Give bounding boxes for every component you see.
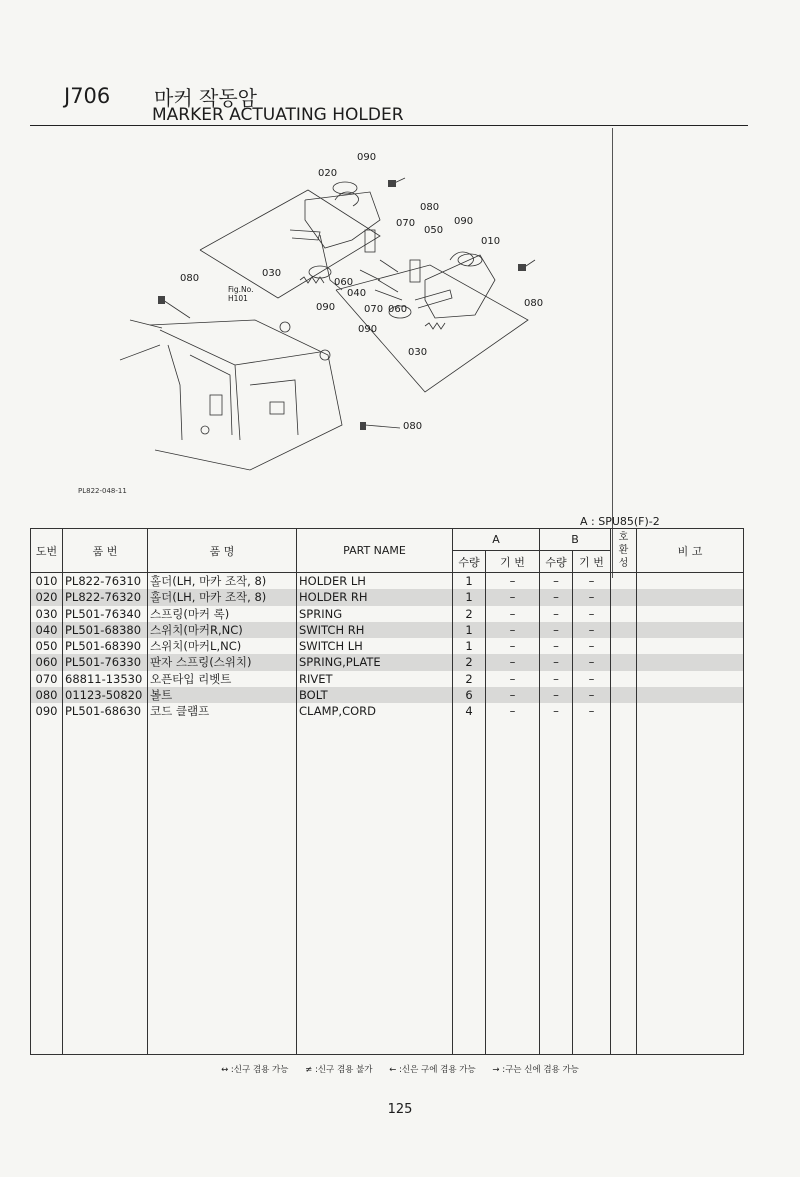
model-label: A : SPU85(F)-2: [580, 515, 660, 528]
cell-remarks: [637, 589, 744, 605]
cell-interchange: [611, 622, 637, 638]
header-group-b: B: [540, 529, 611, 551]
callout-010: 010: [481, 236, 501, 247]
cell-part-number: PL501-68390: [63, 638, 148, 654]
cell-part-number: PL501-76340: [63, 606, 148, 622]
callout-080: 080: [180, 273, 200, 284]
header-ref-no: 도번: [31, 529, 63, 573]
cell-qty-b: –: [540, 703, 573, 719]
table-row: [31, 703, 744, 719]
header-part-name-english: PART NAME: [297, 529, 453, 573]
cell-part-number: PL501-76330: [63, 654, 148, 670]
header-part-name-korean: 품 명: [148, 529, 297, 573]
cell-empty: [63, 720, 148, 1055]
cell-part-number: 68811-13530: [63, 671, 148, 687]
table-row: [31, 606, 744, 622]
table-row: [31, 589, 744, 605]
cell-part-name-korean: 스위치(마커L,NC): [148, 638, 297, 654]
cell-base-b: –: [573, 606, 611, 622]
cell-part-name-korean: 스위치(마커R,NC): [148, 622, 297, 638]
cell-qty-a: 1: [453, 573, 486, 590]
cell-ref-no: 060: [31, 654, 63, 670]
cell-base-a: –: [486, 654, 540, 670]
cell-base-a: –: [486, 687, 540, 703]
cell-part-number: 01123-50820: [63, 687, 148, 703]
table-row: [31, 573, 744, 590]
section-title-korean: 마커 작동암: [154, 86, 257, 110]
cell-base-b: –: [573, 654, 611, 670]
callout-080: 080: [524, 298, 544, 309]
header-base-a: 기 번: [486, 551, 540, 573]
callout-020: 020: [318, 168, 338, 179]
parts-table: [30, 528, 744, 1055]
table-row: [31, 654, 744, 670]
cell-remarks: [637, 687, 744, 703]
cell-base-b: –: [573, 638, 611, 654]
cell-part-number: PL822-76310: [63, 573, 148, 590]
table-row: [31, 687, 744, 703]
cell-qty-b: –: [540, 638, 573, 654]
legend-item: ≠ :신구 겸용 불가: [305, 1065, 373, 1075]
cell-interchange: [611, 573, 637, 590]
cell-interchange: [611, 606, 637, 622]
callout-060: 060: [334, 277, 354, 288]
cell-part-name-english: BOLT: [297, 687, 453, 703]
cell-qty-a: 4: [453, 703, 486, 719]
cell-qty-a: 2: [453, 606, 486, 622]
table-empty-area: [31, 720, 744, 1055]
cell-part-number: PL501-68630: [63, 703, 148, 719]
parts-table-body: [31, 573, 744, 1055]
callout-050: 050: [424, 225, 444, 236]
cell-remarks: [637, 622, 744, 638]
figure-code: PL822-048-11: [78, 487, 127, 495]
cell-empty: [31, 720, 63, 1055]
cell-part-name-english: SWITCH RH: [297, 622, 453, 638]
cell-ref-no: 090: [31, 703, 63, 719]
cell-empty: [486, 720, 540, 1055]
header-qty-b: 수량: [540, 551, 573, 573]
cell-qty-b: –: [540, 573, 573, 590]
header-part-number: 품 번: [63, 529, 148, 573]
section-title-english: MARKER ACTUATING HOLDER: [152, 105, 404, 125]
cell-part-name-english: SWITCH LH: [297, 638, 453, 654]
cell-qty-a: 6: [453, 687, 486, 703]
figure-reference-number: H101: [228, 294, 248, 303]
cell-remarks: [637, 654, 744, 670]
title-rule: [30, 125, 748, 126]
cell-qty-b: –: [540, 687, 573, 703]
callout-080: 080: [403, 421, 423, 432]
cell-empty: [453, 720, 486, 1055]
cell-qty-a: 1: [453, 589, 486, 605]
cell-remarks: [637, 606, 744, 622]
header-qty-a: 수량: [453, 551, 486, 573]
table-row: [31, 671, 744, 687]
cell-part-name-english: RIVET: [297, 671, 453, 687]
table-row: [31, 622, 744, 638]
cell-empty: [148, 720, 297, 1055]
cell-ref-no: 070: [31, 671, 63, 687]
cell-interchange: [611, 671, 637, 687]
cell-qty-a: 2: [453, 671, 486, 687]
cell-base-a: –: [486, 671, 540, 687]
cell-empty: [297, 720, 453, 1055]
cell-ref-no: 040: [31, 622, 63, 638]
page-number: 125: [387, 1102, 413, 1117]
cell-part-name-korean: 판자 스프링(스위치): [148, 654, 297, 670]
cell-base-a: –: [486, 573, 540, 590]
cell-qty-a: 1: [453, 622, 486, 638]
cell-part-name-korean: 볼트: [148, 687, 297, 703]
cell-empty: [573, 720, 611, 1055]
callout-060: 060: [388, 304, 408, 315]
figure-reference-label: Fig.No.: [228, 285, 254, 294]
cell-empty: [611, 720, 637, 1055]
cell-base-a: –: [486, 638, 540, 654]
cell-interchange: [611, 589, 637, 605]
cell-base-a: –: [486, 589, 540, 605]
callout-070: 070: [364, 304, 384, 315]
cell-part-name-korean: 코드 클램프: [148, 703, 297, 719]
cell-ref-no: 030: [31, 606, 63, 622]
table-row: [31, 638, 744, 654]
section-code: J706: [64, 84, 111, 108]
cell-part-number: PL501-68380: [63, 622, 148, 638]
cell-ref-no: 010: [31, 573, 63, 590]
cell-base-b: –: [573, 671, 611, 687]
cell-qty-b: –: [540, 671, 573, 687]
callout-040: 040: [347, 288, 367, 299]
callout-030: 030: [408, 347, 428, 358]
callout-090: 090: [357, 152, 377, 163]
cell-part-name-korean: 오픈타입 리벳트: [148, 671, 297, 687]
cell-remarks: [637, 671, 744, 687]
cell-ref-no: 080: [31, 687, 63, 703]
legend-item: ↔ :신구 겸용 가능: [221, 1065, 289, 1075]
cell-base-b: –: [573, 589, 611, 605]
cell-remarks: [637, 703, 744, 719]
cell-base-b: –: [573, 573, 611, 590]
page-cut-line: [612, 128, 613, 578]
cell-interchange: [611, 654, 637, 670]
cell-interchange: [611, 687, 637, 703]
callout-030: 030: [262, 268, 282, 279]
callout-090: 090: [316, 302, 336, 313]
cell-remarks: [637, 573, 744, 590]
cell-part-name-english: CLAMP,CORD: [297, 703, 453, 719]
cell-qty-b: –: [540, 606, 573, 622]
cell-qty-a: 2: [453, 654, 486, 670]
header-group-a: A: [453, 529, 540, 551]
cell-part-name-korean: 홀더(LH, 마카 조작, 8): [148, 589, 297, 605]
header-remarks: 비 고: [637, 529, 744, 573]
exploded-parts-diagram: [80, 140, 560, 510]
callout-090: 090: [454, 216, 474, 227]
cell-part-name-english: HOLDER LH: [297, 573, 453, 590]
cell-ref-no: 020: [31, 589, 63, 605]
cell-part-name-korean: 스프링(마커 록): [148, 606, 297, 622]
cell-qty-b: –: [540, 589, 573, 605]
cell-base-b: –: [573, 622, 611, 638]
legend-item: ← :신은 구에 겸용 가능: [389, 1065, 476, 1075]
cell-qty-b: –: [540, 654, 573, 670]
header-interchangeability: 호환성: [611, 529, 637, 573]
cell-empty: [637, 720, 744, 1055]
cell-base-a: –: [486, 703, 540, 719]
cell-part-name-english: SPRING,PLATE: [297, 654, 453, 670]
cell-part-name-korean: 홀더(LH, 마카 조작, 8): [148, 573, 297, 590]
cell-part-name-english: SPRING: [297, 606, 453, 622]
cell-interchange: [611, 638, 637, 654]
cell-base-a: –: [486, 622, 540, 638]
cell-base-a: –: [486, 606, 540, 622]
cell-empty: [540, 720, 573, 1055]
callout-080: 080: [420, 202, 440, 213]
callout-070: 070: [396, 218, 416, 229]
cell-interchange: [611, 703, 637, 719]
cell-base-b: –: [573, 687, 611, 703]
header-base-b: 기 번: [573, 551, 611, 573]
cell-ref-no: 050: [31, 638, 63, 654]
cell-part-name-english: HOLDER RH: [297, 589, 453, 605]
cell-qty-a: 1: [453, 638, 486, 654]
figure-reference: [228, 285, 253, 303]
legend-item: → :구는 신에 겸용 가능: [492, 1065, 579, 1075]
cell-remarks: [637, 638, 744, 654]
interchangeability-legend: [0, 1063, 800, 1075]
cell-part-number: PL822-76320: [63, 589, 148, 605]
callout-090: 090: [358, 324, 378, 335]
cell-base-b: –: [573, 703, 611, 719]
cell-qty-b: –: [540, 622, 573, 638]
